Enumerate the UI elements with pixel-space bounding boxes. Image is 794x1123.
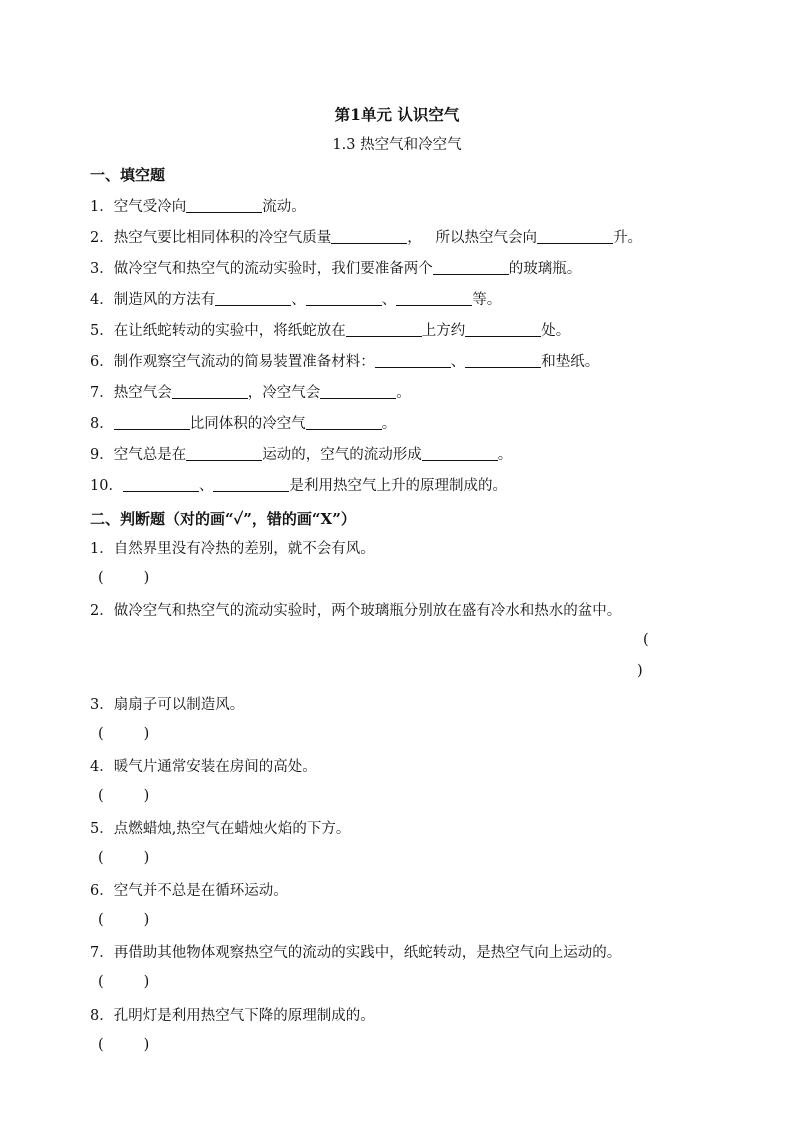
answer-blank[interactable] bbox=[114, 414, 190, 430]
answer-blank[interactable] bbox=[172, 383, 248, 399]
page-title: 第1单元 认识空气 bbox=[334, 105, 460, 124]
answer-paren-close[interactable]: ) bbox=[637, 663, 643, 679]
section-fill-heading: 一、填空题 bbox=[90, 166, 166, 184]
answer-blank[interactable] bbox=[346, 321, 422, 337]
fill-question-8: 8． 比同体积的冷空气 。 bbox=[90, 416, 397, 432]
answer-parentheses[interactable]: ( ) bbox=[98, 974, 150, 990]
answer-blank[interactable] bbox=[331, 228, 407, 244]
judge-question-6: 6．空气并不总是在循环运动。 bbox=[90, 883, 288, 899]
answer-paren-open[interactable]: ( bbox=[643, 632, 649, 648]
fill-question-9: 9．空气总是在 运动的，空气的流动形成 。 bbox=[90, 447, 513, 463]
page-subtitle: 1.3 热空气和冷空气 bbox=[332, 137, 462, 153]
answer-blank[interactable] bbox=[422, 445, 498, 461]
answer-blank[interactable] bbox=[186, 197, 262, 213]
answer-blank[interactable] bbox=[465, 352, 541, 368]
answer-blank[interactable] bbox=[123, 476, 199, 492]
answer-parentheses[interactable]: ( ) bbox=[98, 570, 150, 586]
answer-blank[interactable] bbox=[320, 383, 396, 399]
judge-question-5: 5．点燃蜡烛,热空气在蜡烛火焰的下方。 bbox=[90, 821, 351, 837]
answer-blank[interactable] bbox=[213, 476, 289, 492]
answer-parentheses[interactable]: ( ) bbox=[98, 1037, 150, 1053]
answer-blank[interactable] bbox=[186, 445, 262, 461]
judge-question-2: 2．做冷空气和热空气的流动实验时，两个玻璃瓶分别放在盛有冷水和热水的盆中。 bbox=[90, 603, 622, 619]
answer-blank[interactable] bbox=[396, 290, 472, 306]
answer-blank[interactable] bbox=[375, 352, 451, 368]
fill-question-2: 2．热空气要比相同体积的冷空气质量 ， 所以热空气会向 升。 bbox=[90, 230, 643, 246]
answer-parentheses[interactable]: ( ) bbox=[98, 788, 150, 804]
answer-blank[interactable] bbox=[306, 414, 382, 430]
fill-question-10: 10． 、 是利用热空气上升的原理制成的。 bbox=[90, 478, 507, 494]
section-judge-heading: 二、判断题（对的画“✓”，错的画“X”） bbox=[90, 510, 356, 528]
answer-blank[interactable] bbox=[465, 321, 541, 337]
answer-parentheses[interactable]: ( ) bbox=[98, 726, 150, 742]
answer-parentheses[interactable]: ( ) bbox=[98, 912, 150, 928]
answer-blank[interactable] bbox=[215, 290, 291, 306]
judge-question-7: 7．再借助其他物体观察热空气的流动的实践中，纸蛇转动，是热空气向上运动的。 bbox=[90, 945, 622, 961]
answer-blank[interactable] bbox=[537, 228, 613, 244]
judge-question-4: 4．暖气片通常安装在房间的高处。 bbox=[90, 759, 317, 775]
answer-blank[interactable] bbox=[433, 259, 509, 275]
judge-question-3: 3．扇扇子可以制造风。 bbox=[90, 697, 245, 713]
fill-question-5: 5．在让纸蛇转动的实验中，将纸蛇放在 上方约 处。 bbox=[90, 323, 571, 339]
answer-parentheses[interactable]: ( ) bbox=[98, 850, 150, 866]
fill-question-1: 1．空气受冷向 流动。 bbox=[90, 199, 306, 215]
judge-question-1: 1．自然界里没有冷热的差别，就不会有风。 bbox=[90, 541, 375, 557]
fill-question-4: 4．制造风的方法有 、 、 等。 bbox=[90, 292, 502, 308]
fill-question-3: 3．做冷空气和热空气的流动实验时，我们要准备两个 的玻璃瓶。 bbox=[90, 261, 582, 277]
fill-question-7: 7．热空气会 ，冷空气会 。 bbox=[90, 385, 411, 401]
answer-blank[interactable] bbox=[306, 290, 382, 306]
fill-question-6: 6．制作观察空气流动的简易装置准备材料： 、 和垫纸。 bbox=[90, 354, 600, 370]
judge-question-8: 8．孔明灯是利用热空气下降的原理制成的。 bbox=[90, 1008, 375, 1024]
